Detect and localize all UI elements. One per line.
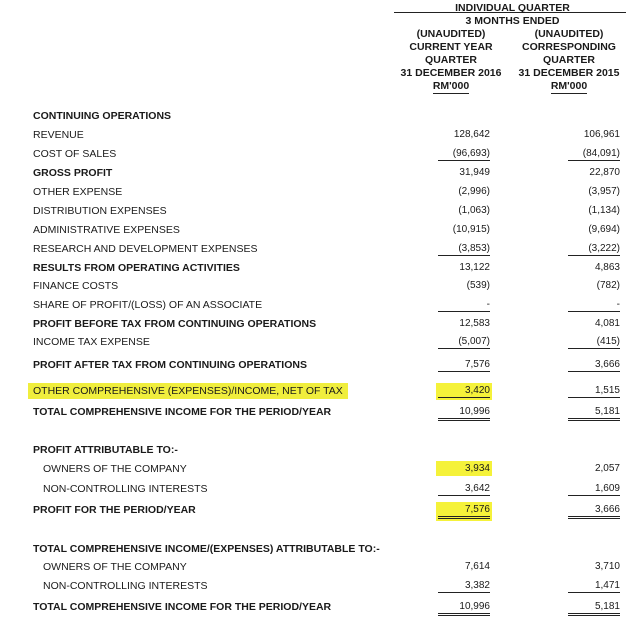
row-nci-label: NON-CONTROLLING INTERESTS bbox=[43, 483, 208, 495]
row-owners-label: OWNERS OF THE COMPANY bbox=[43, 463, 187, 475]
row-other-comprehensive-prior: 1,515 bbox=[568, 385, 620, 398]
col2-line1: (UNAUDITED) bbox=[534, 28, 604, 40]
row-income-tax-prior: (415) bbox=[568, 336, 620, 349]
row-operating-results-label: RESULTS FROM OPERATING ACTIVITIES bbox=[33, 262, 240, 274]
row-nci-tci-prior: 1,471 bbox=[568, 580, 620, 593]
row-revenue-label: REVENUE bbox=[33, 129, 84, 141]
column-header-current bbox=[392, 28, 510, 94]
row-cost-of-sales-prior: (84,091) bbox=[568, 148, 620, 161]
col2-line3: QUARTER bbox=[543, 54, 595, 66]
row-associate-share-prior: - bbox=[568, 299, 620, 312]
row-total-comprehensive-label: TOTAL COMPREHENSIVE INCOME FOR THE PERIOD/YEAR bbox=[33, 406, 332, 418]
row-associate-share-label: SHARE OF PROFIT/(LOSS) OF AN ASSOCIATE bbox=[33, 299, 263, 311]
header-title-line1: INDIVIDUAL QUARTER bbox=[455, 2, 570, 14]
row-profit-before-tax-label: PROFIT BEFORE TAX FROM CONTINUING OPERATIONS bbox=[33, 318, 317, 330]
col1-line2: CURRENT YEAR bbox=[409, 41, 493, 53]
col2-line4: 31 DECEMBER 2015 bbox=[518, 67, 620, 79]
row-other-expense-current: (2,996) bbox=[458, 186, 490, 197]
row-gross-profit-current: 31,949 bbox=[459, 167, 490, 178]
row-total-comprehensive-final-current: 10,996 bbox=[438, 601, 490, 616]
row-nci-prior: 1,609 bbox=[568, 483, 620, 496]
row-owners-tci-prior: 3,710 bbox=[594, 561, 620, 572]
row-revenue-current: 128,642 bbox=[453, 129, 490, 140]
row-operating-results-current: 13,122 bbox=[459, 262, 490, 273]
row-associate-share-current: - bbox=[438, 299, 490, 312]
row-distribution-label: DISTRIBUTION EXPENSES bbox=[33, 205, 167, 217]
column-header-corresponding bbox=[510, 28, 628, 94]
row-research-prior: (3,222) bbox=[568, 243, 620, 256]
col1-line3: QUARTER bbox=[425, 54, 477, 66]
row-owners-tci-current: 7,614 bbox=[464, 561, 490, 572]
row-total-comprehensive-current: 10,996 bbox=[438, 406, 490, 421]
row-administrative-label: ADMINISTRATIVE EXPENSES bbox=[33, 224, 180, 236]
row-profit-before-tax-current: 12,583 bbox=[459, 318, 490, 329]
row-revenue-prior: 106,961 bbox=[583, 129, 620, 140]
col1-unit: RM'000 bbox=[432, 80, 470, 92]
section-profit-attributable: PROFIT ATTRIBUTABLE TO:- bbox=[33, 444, 178, 456]
row-administrative-current: (10,915) bbox=[452, 224, 490, 235]
row-operating-results-prior: 4,863 bbox=[594, 262, 620, 273]
row-total-comprehensive-prior: 5,181 bbox=[568, 406, 620, 421]
section-comprehensive-attributable: TOTAL COMPREHENSIVE INCOME/(EXPENSES) ATTRIBUTABLE TO:- bbox=[33, 543, 380, 555]
row-research-current: (3,853) bbox=[438, 243, 490, 256]
row-finance-costs-prior: (782) bbox=[596, 280, 620, 291]
row-distribution-current: (1,063) bbox=[458, 205, 490, 216]
row-gross-profit-prior: 22,870 bbox=[589, 167, 620, 178]
row-cost-of-sales-current: (96,693) bbox=[438, 148, 490, 161]
row-owners-current: 3,934 bbox=[438, 463, 490, 474]
row-profit-period-label: PROFIT FOR THE PERIOD/YEAR bbox=[33, 504, 196, 516]
row-administrative-prior: (9,694) bbox=[588, 224, 620, 235]
row-profit-period-prior: 3,666 bbox=[568, 504, 620, 519]
row-profit-before-tax-prior: 4,081 bbox=[594, 318, 620, 329]
row-nci-tci-label: NON-CONTROLLING INTERESTS bbox=[43, 580, 208, 592]
row-finance-costs-label: FINANCE COSTS bbox=[33, 280, 119, 292]
col1-line4: 31 DECEMBER 2016 bbox=[400, 67, 502, 79]
column-group-header bbox=[400, 2, 625, 28]
row-total-comprehensive-final-label: TOTAL COMPREHENSIVE INCOME FOR THE PERIOD/YEAR bbox=[33, 601, 332, 613]
row-income-tax-current: (5,007) bbox=[438, 336, 490, 349]
col2-line2: CORRESPONDING bbox=[522, 41, 616, 53]
row-distribution-prior: (1,134) bbox=[588, 205, 620, 216]
col1-line1: (UNAUDITED) bbox=[416, 28, 486, 40]
row-gross-profit-label: GROSS PROFIT bbox=[33, 167, 113, 179]
row-profit-period-current: 7,576 bbox=[438, 504, 490, 519]
row-research-label: RESEARCH AND DEVELOPMENT EXPENSES bbox=[33, 243, 258, 255]
col2-unit: RM'000 bbox=[550, 80, 588, 92]
row-other-expense-prior: (3,957) bbox=[588, 186, 620, 197]
row-income-tax-label: INCOME TAX EXPENSE bbox=[33, 336, 150, 348]
row-nci-current: 3,642 bbox=[438, 483, 490, 496]
section-continuing-operations: CONTINUING OPERATIONS bbox=[33, 110, 172, 122]
row-owners-tci-label: OWNERS OF THE COMPANY bbox=[43, 561, 187, 573]
header-title-line2: 3 MONTHS ENDED bbox=[465, 15, 560, 27]
row-finance-costs-current: (539) bbox=[466, 280, 490, 291]
row-nci-tci-current: 3,382 bbox=[438, 580, 490, 593]
row-profit-after-tax-label: PROFIT AFTER TAX FROM CONTINUING OPERATIONS bbox=[33, 359, 307, 371]
row-other-expense-label: OTHER EXPENSE bbox=[33, 186, 123, 198]
row-cost-of-sales-label: COST OF SALES bbox=[33, 148, 117, 160]
row-profit-after-tax-current: 7,576 bbox=[438, 359, 490, 372]
row-other-comprehensive-label: OTHER COMPREHENSIVE (EXPENSES)/INCOME, NET OF TAX bbox=[33, 385, 343, 397]
row-owners-prior: 2,057 bbox=[594, 463, 620, 474]
row-other-comprehensive-current: 3,420 bbox=[438, 385, 490, 398]
row-profit-after-tax-prior: 3,666 bbox=[568, 359, 620, 372]
row-total-comprehensive-final-prior: 5,181 bbox=[568, 601, 620, 616]
